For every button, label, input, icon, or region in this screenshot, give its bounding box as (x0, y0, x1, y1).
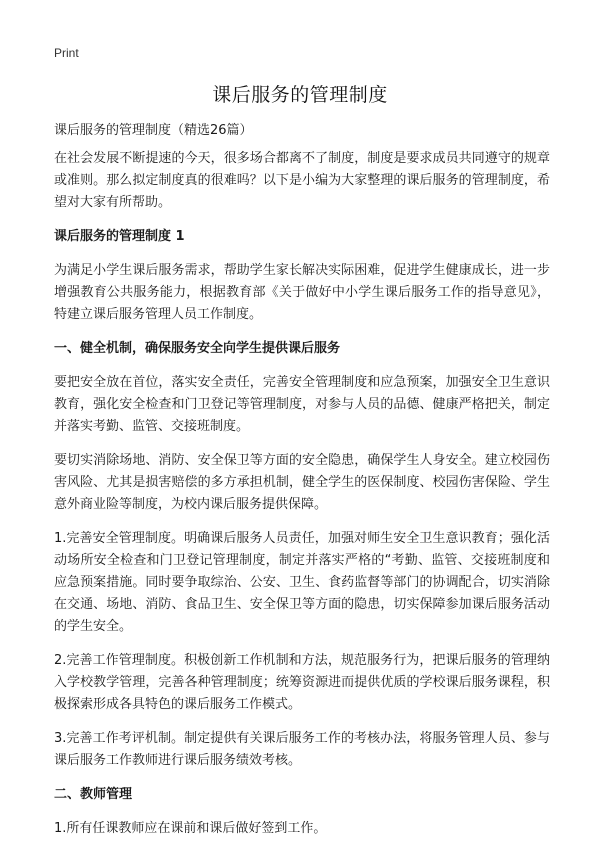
article-1-heading: 课后服务的管理制度 1 (54, 229, 185, 244)
section-1-paragraph-3: 1.完善安全管理制度。明确课后服务人员责任，加强对师生安全卫生意识教育；强化活动场所安全检查和门卫登记管理制度，制定并落实严格的“考勤、监管、交接班制度和应急预案措施。同时要争取综治、公安、卫生、食药监督等部门的协调配合，切实消除在交通、场地、消防、食品卫生、安全保卫等方面的隐患，切实保障参加课后服务活动的学生安全。 (54, 531, 550, 634)
section-1-paragraph-5: 3.完善工作考评机制。制定提供有关课后服务工作的考核办法，将服务管理人员、参与课后服务工作教师进行课后服务绩效考核。 (54, 731, 550, 768)
section-1-paragraph-1: 要把安全放在首位，落实安全责任，完善安全管理制度和应急预案，加强安全卫生意识教育，强化安全检查和门卫登记等管理制度，对参与人员的品德、健康严格把关，制定并落实考勤、监管、交接班制度。 (54, 375, 550, 434)
document-body (54, 120, 550, 852)
document-title: 课后服务的管理制度 (212, 84, 388, 106)
section-2-heading: 二、教师管理 (54, 787, 133, 802)
section-1-paragraph-2: 要切实消除场地、消防、安全保卫等方面的安全隐患，确保学生人身安全。建立校园伤害风险、尤其是损害赔偿的多方承担机制，健全学生的医保制度、校园伤害保险、学生意外商业险等制度，为校内课后服务提供保障。 (54, 453, 550, 512)
section-1-heading: 一、健全机制，确保服务安全向学生提供课后服务 (54, 341, 341, 356)
intro-paragraph: 在社会发展不断提速的今天，很多场合都离不了制度，制度是要求成员共同遵守的规章或准则。那么拟定制度真的很难吗？以下是小编为大家整理的课后服务的管理制度，希望对大家有所帮助。 (54, 151, 550, 210)
section-1-paragraph-4: 2.完善工作管理制度。积极创新工作机制和方法，规范服务行为，把课后服务的管理纳入学校教学管理，完善各种管理制度；统筹资源进而提供优质的学校课后服务课程，积极探索形成各具特色的课后服务工作模式。 (54, 653, 550, 712)
article-1-intro-paragraph: 为满足小学生课后服务需求，帮助学生家长解决实际困难，促进学生健康成长，进一步增强教育公共服务能力，根据教育部《关于做好中小学生课后服务工作的指导意见》，特建立课后服务管理人员工作制度。 (54, 263, 550, 322)
print-link[interactable]: Print (54, 46, 79, 60)
section-2-paragraph-1: 1.所有任课教师应在课前和课后做好签到工作。 (54, 821, 327, 836)
document-subtitle: 课后服务的管理制度（精选26篇） (54, 123, 253, 138)
